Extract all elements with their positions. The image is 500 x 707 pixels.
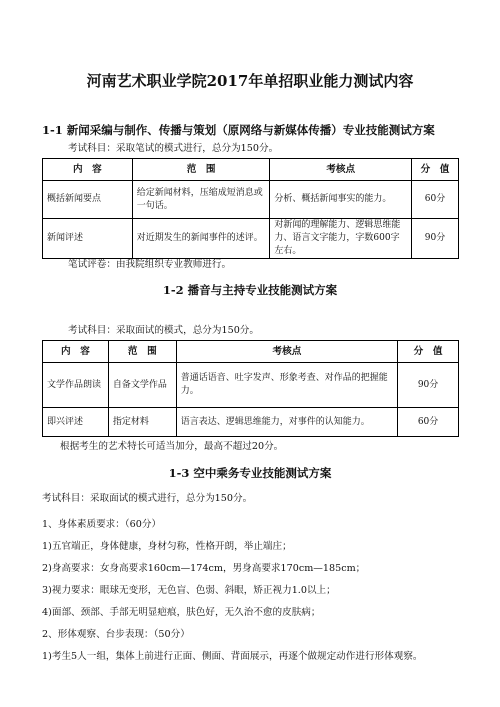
table-cell: 文学作品朗读 [43, 363, 109, 408]
section-2-note: 根据考生的艺术特长可适当加分，最高不超过20分。 [60, 441, 284, 452]
table-cell: 新闻评述 [43, 219, 133, 259]
table-cell: 对新闻的理解能力、逻辑思维能力、语言文字能力，字数600字左右。 [270, 219, 412, 259]
section-1-intro: 考试科目：采取笔试的模式进行，总分为150分。 [68, 143, 279, 154]
table-header: 分 值 [412, 159, 459, 181]
table-row [43, 408, 459, 437]
body-line: 2、形体观察、台步表现：（50分） [42, 629, 190, 640]
body-line: 1)考生5人一组，集体上前进行正面、侧面、背面展示，再逐个做规定动作进行形体观察。 [42, 651, 423, 662]
table-cell: 自备文学作品 [108, 363, 176, 408]
table-cell: 对近期发生的新闻事件的述评。 [132, 219, 270, 259]
table-header: 内 容 [43, 159, 133, 181]
page-title: 河南艺术职业学院2017年单招职业能力测试内容 [86, 72, 414, 90]
table-cell: 指定材料 [108, 408, 176, 437]
table-cell: 分析、概括新闻事实的能力。 [270, 181, 412, 219]
table-cell: 语言表达、逻辑思维能力，对事件的认知能力。 [176, 408, 397, 437]
body-line: 4)面部、颈部、手部无明显疤痕，肤色好，无久治不愈的皮肤病； [42, 607, 321, 618]
section-1-table [42, 158, 459, 259]
table-row [43, 181, 459, 219]
section-3-heading: 1-3 空中乘务专业技能测试方案 [168, 466, 332, 480]
table-cell: 即兴评述 [43, 408, 109, 437]
section-2-heading: 1-2 播音与主持专业技能测试方案 [162, 283, 338, 297]
body-line: 2)身高要求：女身高要求160cm—174cm，男身高要求170cm—185cm； [42, 563, 366, 574]
body-line: 考试科目：采取面试的模式进行，总分为150分。 [42, 493, 253, 504]
table-row [43, 363, 459, 408]
table-cell: 给定新闻材料，压缩成短消息或一句话。 [132, 181, 270, 219]
section-1-note: 笔试评卷：由我院组织专业教师进行。 [68, 259, 232, 270]
table-header: 考核点 [176, 341, 397, 363]
table-header-row [43, 341, 459, 363]
section-2-table [42, 340, 459, 437]
table-header: 范 围 [108, 341, 176, 363]
table-row [43, 219, 459, 259]
table-cell: 90分 [398, 363, 459, 408]
table-header: 考核点 [270, 159, 412, 181]
table-cell: 普通话语音、吐字发声、形象考查、对作品的把握能力。 [176, 363, 397, 408]
table-header: 范 围 [132, 159, 270, 181]
table-cell: 60分 [412, 181, 459, 219]
table-cell: 概括新闻要点 [43, 181, 133, 219]
table-cell: 90分 [412, 219, 459, 259]
body-line: 3)视力要求：眼球无变形，无色盲、色弱、斜眼，矫正视力1.0以上； [42, 585, 336, 596]
section-2-intro: 考试科目：采取面试的模式，总分为150分。 [68, 325, 259, 336]
table-header-row [43, 159, 459, 181]
table-header: 内 容 [43, 341, 109, 363]
table-header: 分 值 [398, 341, 459, 363]
body-line: 1、身体素质要求：（60分） [42, 519, 162, 530]
body-line: 1)五官端正，身体健康，身材匀称，性格开朗，举止端庄； [42, 541, 292, 552]
table-cell: 60分 [398, 408, 459, 437]
section-1-heading: 1-1 新闻采编与制作、传播与策划（原网络与新媒体传播）专业技能测试方案 [42, 123, 435, 137]
